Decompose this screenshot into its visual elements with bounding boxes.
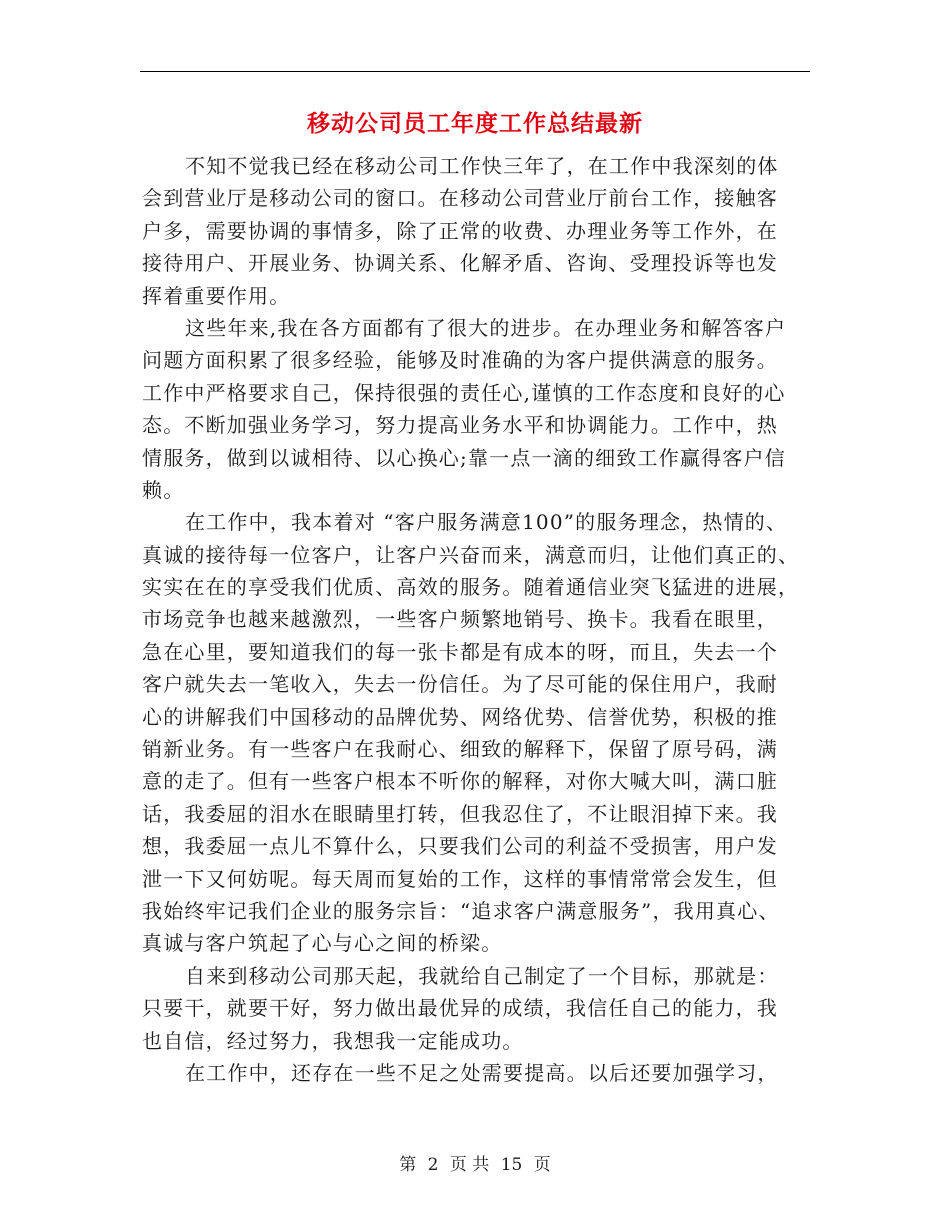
text-line: 态。不断加强业务学习，努力提高业务水平和协调能力。工作中，热 <box>142 413 778 438</box>
text-line: 话，我委屈的泪水在眼睛里打转，但我忍住了，不让眼泪掉下来。我 <box>142 801 778 826</box>
text-line: 急在心里，要知道我们的每一张卡都是有成本的呀，而且，失去一个 <box>142 639 778 664</box>
text-line: 在工作中，我本着对 “客户服务满意100”的服务理念，热情的、 <box>185 510 788 535</box>
text-line: 意的走了。但有一些客户根本不听你的解释，对你大喊大叫，满口脏 <box>142 769 778 794</box>
footer-total-pages: 15 <box>500 1155 523 1175</box>
page-footer <box>0 1152 950 1178</box>
text-line: 实实在在的享受我们优质、高效的服务。随着通信业突飞猛进的进展， <box>142 575 800 600</box>
text-line: 也自信，经过努力，我想我一定能成功。 <box>142 1028 524 1053</box>
text-line: 想，我委屈一点儿不算什么，只要我们公司的利益不受损害，用户发 <box>142 834 778 859</box>
footer-prefix: 第 <box>399 1155 417 1175</box>
text-line: 销新业务。有一些客户在我耐心、细致的解释下，保留了原号码，满 <box>142 737 778 762</box>
text-line: 心的讲解我们中国移动的品牌优势、网络优势、信誉优势，积极的推 <box>142 704 778 729</box>
footer-middle: 页 共 <box>449 1155 490 1175</box>
text-line: 会到营业厅是移动公司的窗口。在移动公司营业厅前台工作，接触客 <box>142 186 778 211</box>
text-line: 自来到移动公司那天起，我就给自己制定了一个目标，那就是： <box>185 963 779 988</box>
header-rule <box>140 71 810 72</box>
text-line: 赖。 <box>142 477 185 502</box>
text-line: 客户就失去一笔收入，失去一份信任。为了尽可能的保住用户，我耐 <box>142 672 778 697</box>
text-line: 接待用户、开展业务、协调关系、化解矛盾、咨询、受理投诉等也发 <box>142 251 778 276</box>
text-line: 挥着重要作用。 <box>142 283 291 308</box>
document-title: 移动公司员工年度工作总结最新 <box>307 111 643 137</box>
text-line: 这些年来,我在各方面都有了很大的进步。在办理业务和解答客户 <box>185 315 787 340</box>
text-line: 泄一下又何妨呢。每天周而复始的工作，这样的事情常常会发生，但 <box>142 866 778 891</box>
text-line: 市场竞争也越来越激烈，一些客户频繁地销号、换卡。我看在眼里， <box>142 607 778 632</box>
text-line: 问题方面积累了很多经验，能够及时准确的为客户提供满意的服务。 <box>142 348 778 373</box>
text-line: 真诚与客户筑起了心与心之间的桥梁。 <box>142 931 503 956</box>
text-line: 工作中严格要求自己，保持很强的责任心,谨慎的工作态度和良好的心 <box>142 380 786 405</box>
footer-page-number: 2 <box>427 1155 439 1175</box>
text-line: 在工作中，还存在一些不足之处需要提高。以后还要加强学习， <box>185 1060 779 1085</box>
text-line: 我始终牢记我们企业的服务宗旨：“追求客户满意服务”，我用真心、 <box>142 898 780 923</box>
text-line: 只要干，就要干好，努力做出最优异的成绩，我信任自己的能力，我 <box>142 996 778 1021</box>
text-line: 户多，需要协调的事情多，除了正常的收费、办理业务等工作外，在 <box>142 218 778 243</box>
text-line: 情服务，做到以诚相待、以心换心;靠一点一滴的细致工作赢得客户信 <box>142 445 786 470</box>
text-line: 真诚的接待每一位客户，让客户兴奋而来，满意而归，让他们真正的、 <box>142 542 800 567</box>
footer-suffix: 页 <box>533 1155 551 1175</box>
text-line: 不知不觉我已经在移动公司工作快三年了，在工作中我深刻的体 <box>185 154 779 178</box>
document-body <box>142 150 808 1089</box>
